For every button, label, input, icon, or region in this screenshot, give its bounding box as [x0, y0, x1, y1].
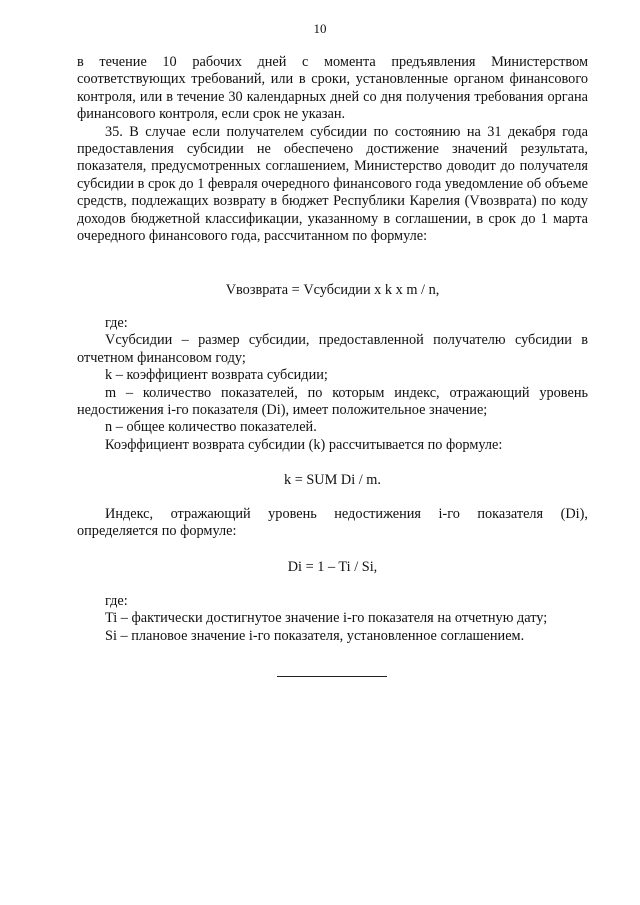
definitions-block-1 — [77, 315, 588, 454]
intro-paragraph-block — [77, 54, 588, 245]
coefficient-paragraph: Коэффициент возврата субсидии (k) рассчитывается по формуле: — [105, 436, 503, 453]
end-of-page-rule — [277, 676, 387, 677]
where-label-2: где: — [105, 593, 128, 609]
clause-35-paragraph: 35. В случае если получателем субсидии по состоянию на 31 декабря года предоставления субсидии не обеспечено достижение значений результата, показателя, предусмотренных соглашением, Министерство доводит до получателя субсидии в срок до 1 февраля очередного финансового года уведомление об объеме средств, подлежащих возврату в бюджет Республики Карелия (Vвозврата) по коду доходов бюджетной классификации, указанному в соглашении, в срок до 1 марта очередного финансового года, рассчитанном по формуле: — [77, 123, 588, 245]
definition-si: Si – плановое значение i-го показателя, установленное соглашением. — [105, 627, 525, 644]
formula-index: Di = 1 – Ti / Si, — [287, 559, 378, 575]
where-label-1: где: — [105, 315, 128, 331]
definition-v-subsidy: Vсубсидии – размер субсидии, предоставленной получателю субсидии в отчетном финансовом году; — [77, 332, 588, 366]
page-number: 10 — [313, 21, 327, 36]
definition-k: k – коэффициент возврата субсидии; — [105, 367, 328, 384]
formula-coefficient: k = SUM Di / m. — [283, 472, 382, 488]
definition-ti: Ti – фактически достигнутое значение i-го показателя на отчетную дату; — [105, 610, 548, 627]
intro-paragraph: в течение 10 рабочих дней с момента предъявления Министерством соответствующих требований, или в сроки, установленные органом финансового контроля, или в течение 30 календарных дней со дня получения требования органа финансового контроля, если срок не указан. — [77, 54, 588, 123]
formula-return-amount: Vвозврата = Vсубсидии x k x m / n, — [225, 282, 440, 298]
definitions-block-2 — [77, 593, 588, 645]
index-paragraph: Индекс, отражающий уровень недостижения i-го показателя (Di), определяется по формуле: — [77, 506, 588, 540]
definition-n: n – общее количество показателей. — [105, 419, 317, 436]
index-paragraph-block — [77, 506, 588, 541]
definition-m: m – количество показателей, по которым индекс, отражающий уровень недостижения i-го показателя (Di), имеет положительное значение; — [77, 384, 588, 419]
